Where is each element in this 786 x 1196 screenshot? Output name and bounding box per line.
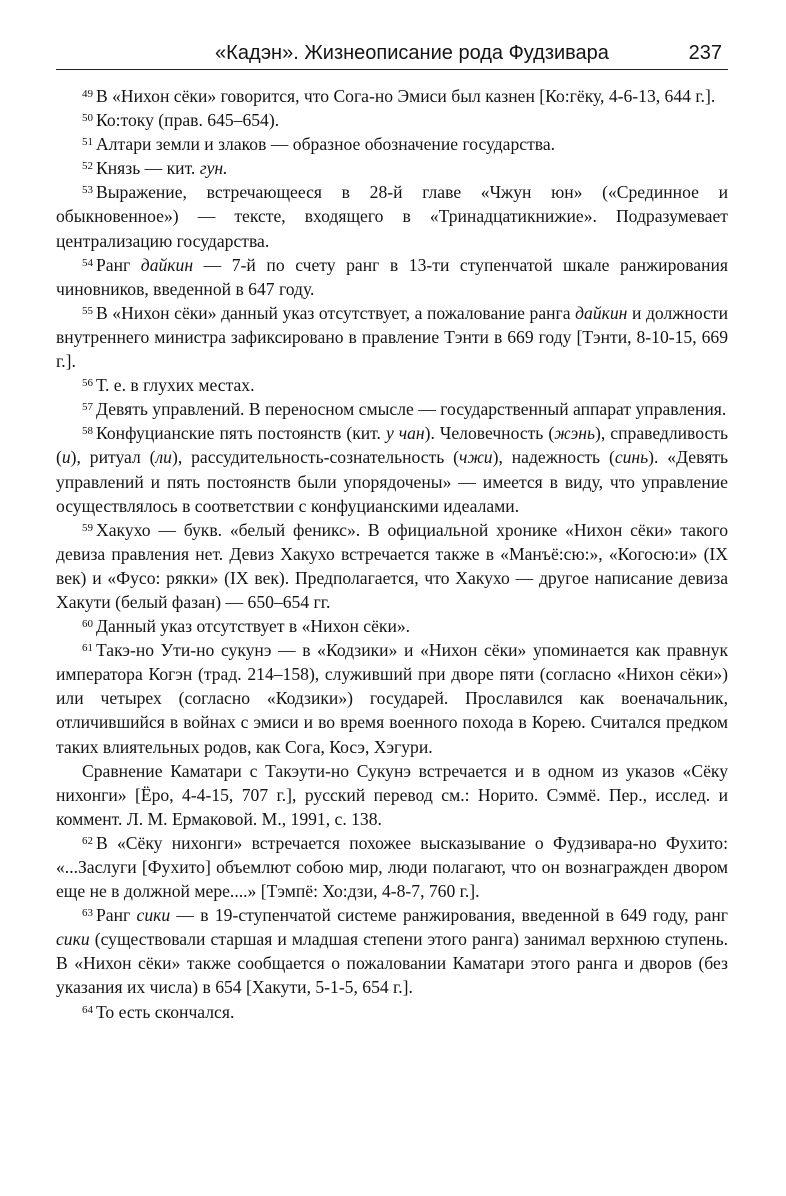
endnote-text: В «Нихон сёки» говорится, что Сога-но Эмиси был казнен [Ко:гёку, 4-6-13, 644 г.]. (96, 86, 716, 106)
endnote-number: 51 (82, 136, 93, 149)
endnote-number: 57 (82, 401, 93, 414)
endnote-number: 60 (82, 618, 93, 631)
endnote-text: Сравнение Каматари с Такэути-но Сукунэ встречается и в одном из указов «Сёку нихонги» [Ёро, 4-4-15, 707 г.], русский перевод см.: Норито. Сэммё. Пер., исслед. и коммент. Л. М. Ермаковой. М., 1991, с. 138. (56, 760, 728, 829)
endnote (56, 301, 728, 373)
endnote-text: — 7-й по счету ранг в 13-ти ступенчатой шкале ранжирования чиновников, введенной в 647 году. (56, 254, 729, 299)
endnote (56, 108, 728, 132)
endnote-number: 49 (82, 88, 93, 100)
endnote (56, 253, 728, 301)
page-number: 237 (688, 42, 722, 64)
endnote-number: 61 (82, 642, 93, 655)
endnote (56, 614, 728, 638)
endnote-number: 58 (82, 425, 93, 438)
endnote-text: Данный указ отсутствует в «Нихон сёки». (96, 616, 411, 637)
endnote (56, 373, 728, 397)
endnotes-list (56, 84, 728, 1024)
endnote-number: 54 (82, 256, 93, 269)
endnote-number: 52 (82, 160, 93, 173)
endnote-term: сики (56, 929, 90, 950)
endnote-text: ), надежность ( (492, 447, 615, 468)
endnote (56, 421, 728, 517)
endnote-number: 62 (82, 834, 93, 847)
endnote (56, 638, 728, 758)
endnote-text: В «Нихон сёки» данный указ отсутствует, а пожалование ранга (96, 302, 576, 323)
endnote (56, 759, 728, 831)
endnote-text: Ко:току (прав. 645–654). (96, 110, 280, 131)
endnote-number: 63 (82, 907, 93, 920)
endnote-text: В «Сёку нихонги» встречается похожее высказывание о Фудзивара-но Фухито: «...Заслуги [Фухито] объемлют собою мир, люди полагают, что он вознагражден двором еще не в должной мере....» [Тэмпё: Хо:дзи, 4-8-7, 760 г.]. (56, 832, 728, 902)
endnote (56, 132, 728, 156)
endnote-text: и должности внутреннего министра зафиксировано в правление Тэнти в 669 году [Тэнти, 8-10-15, 669 г.]. (56, 302, 728, 372)
running-title: «Кадэн». Жизнеописание рода Фудзивара (215, 42, 609, 64)
endnote-text: ). Человечность ( (424, 423, 555, 444)
endnote-text: ), справедливость ( (56, 423, 728, 468)
endnote-term: и (61, 447, 71, 468)
endnote-text: Выражение, встречающееся в 28-й главе «Чжун юн» («Срединное и обыкновенное») — тексте, входящего в «Тринадцатикнижие». Подразумевает централизацию государства. (56, 182, 728, 251)
endnote-text: Девять управлений. В переносном смысле — государственный аппарат управления. (96, 399, 727, 420)
endnote (56, 903, 728, 999)
endnote-text: Князь — кит. (96, 158, 200, 179)
endnote-term: у чан (385, 423, 425, 444)
endnote-text: ), ритуал ( (70, 447, 156, 468)
endnote-text: Ранг (96, 905, 137, 926)
endnote (56, 831, 728, 903)
endnote-text: Конфуцианские пять постоянств (кит. (96, 423, 386, 444)
endnote-term: дайкин (140, 254, 194, 275)
endnote-text: Алтари земли и злаков — образное обозначение государства. (96, 134, 556, 155)
endnote (56, 180, 728, 252)
endnote-number: 50 (82, 112, 93, 125)
endnote-text: Хакухо — букв. «белый феникс». В официальной хронике «Нихон сёки» такого девиза правления нет. Девиз Хакухо встречается также в «Манъё:сю:», «Когосю:и» (IX век) и «Фусо: рякки» (IX век). Предполагается, что Хакухо — другое написание девиза Хакути (белый фазан) — 650–654 гг. (56, 519, 728, 612)
endnote-text: ). «Девять управлений и пять постоянств были упорядочены» — имеется в виду, что управление осуществлялось в соответствии с конфуцианскими идеалами. (56, 447, 728, 516)
endnote (56, 1000, 728, 1024)
endnote-number: 53 (82, 184, 93, 197)
endnote-text: Т. е. в глухих местах. (96, 375, 255, 396)
endnote (56, 84, 728, 108)
endnote-term: чжи (459, 447, 493, 468)
header-rule (56, 69, 728, 70)
endnote-term: сики (136, 905, 171, 926)
endnote-term: гун. (199, 158, 228, 179)
endnote (56, 397, 728, 421)
endnote-term: жэнь (554, 423, 596, 444)
endnote-text: Такэ-но Ути-но сукунэ — в «Кодзики» и «Нихон сёки» упоминается как правнук императора Когэн (трад. 214–158), служивший при дворе пяти (согласно «Нихон сёки») или четырех (согласно «Кодзики») государей. Прославился как военачальник, отличившийся в войнах с эмиси и во время военного похода в Корею. Считался предком таких влиятельных родов, как Сога, Косэ, Хэгури. (56, 640, 728, 757)
endnote (56, 156, 728, 180)
endnote-text: То есть скончался. (96, 1001, 235, 1022)
endnote-term: дайкин (575, 302, 628, 323)
endnote-text: Ранг (96, 254, 141, 275)
endnote-term: синь (614, 447, 649, 468)
endnote-number: 59 (82, 521, 93, 534)
endnote-text: — в 19-ступенчатой системе ранжирования, введенной в 649 году, ранг (170, 905, 729, 926)
endnote-number: 56 (82, 377, 93, 390)
endnote-number: 55 (82, 304, 93, 317)
running-header (56, 38, 728, 68)
endnote (56, 518, 728, 614)
endnote-number: 64 (82, 1003, 93, 1016)
endnote-text: ), рассудительность-сознательность ( (171, 447, 460, 468)
endnote-term: ли (155, 447, 172, 468)
endnote-text: (существовали старшая и младшая степени этого ранга) занимал верхнюю ступень. В «Нихон сёки» также сообщается о пожаловании Каматари этого ранга и дворов (без указания их числа) в 654 [Хакути, 5-1-5, 654 г.]. (56, 929, 728, 998)
